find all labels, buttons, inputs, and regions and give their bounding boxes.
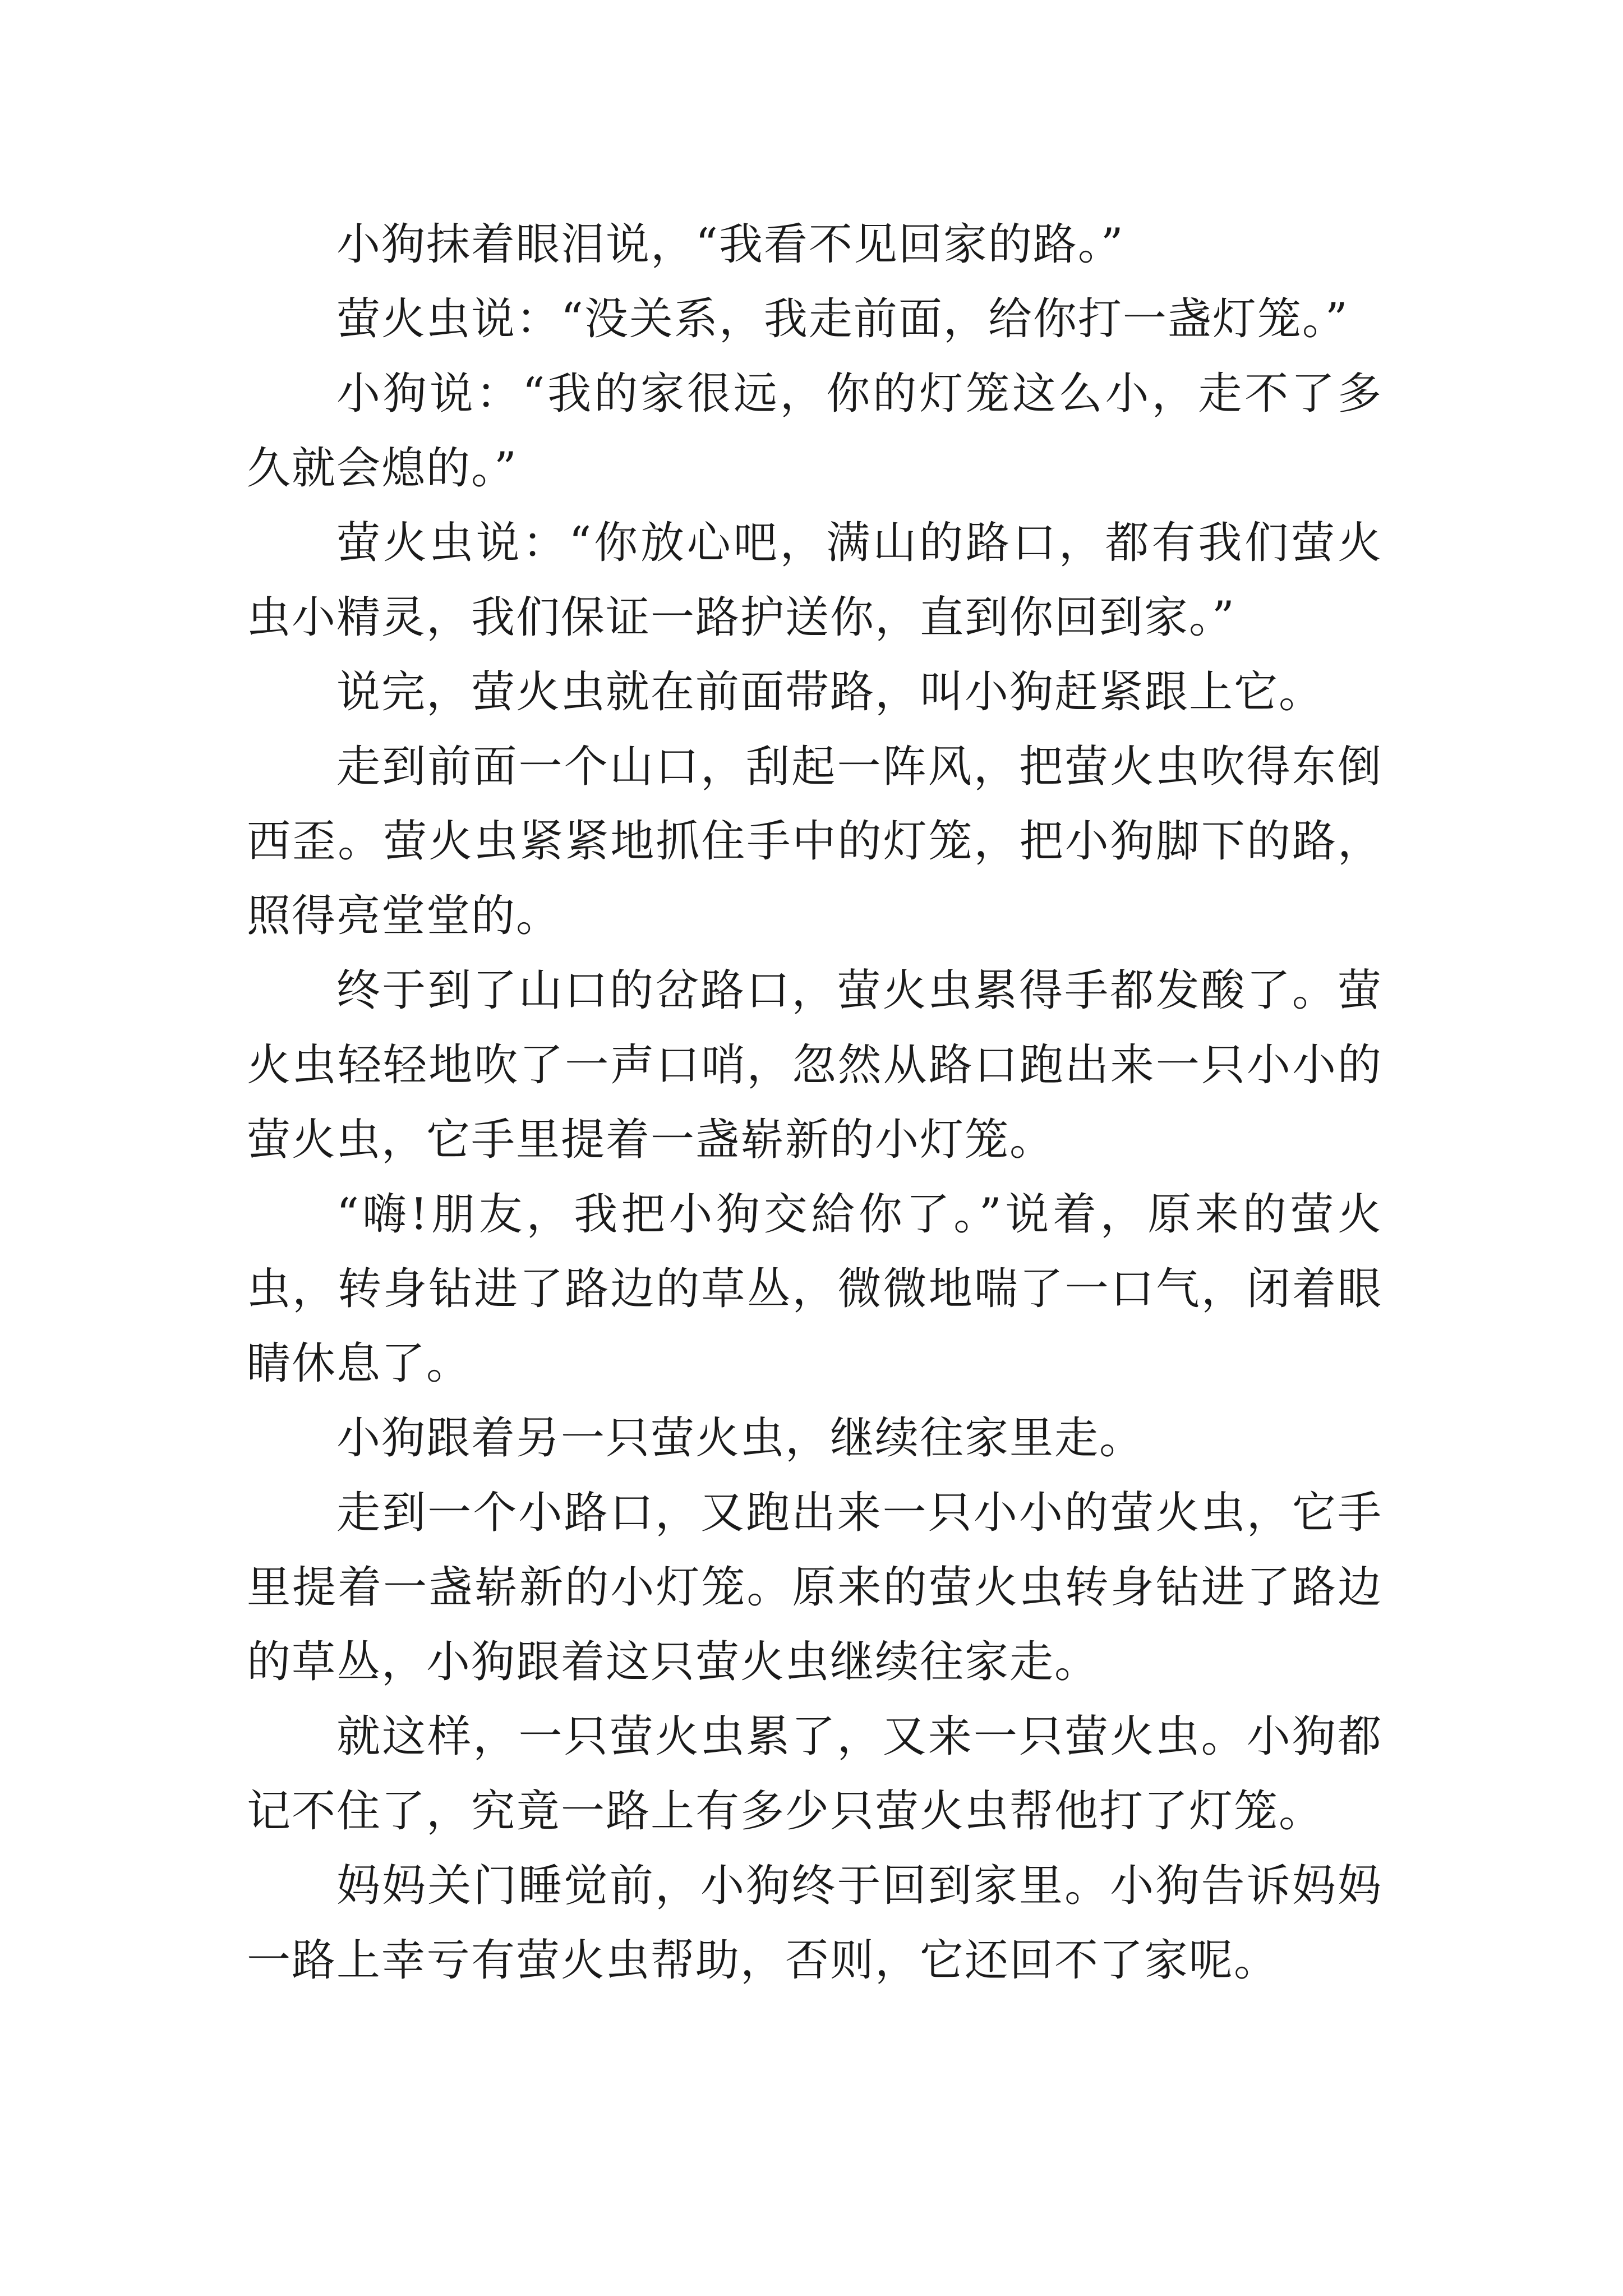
- paragraph: 妈妈关门睡觉前，小狗终于回到家里。小狗告诉妈妈一路上幸亏有萤火虫帮助，否则，它还回不了家呢。: [247, 1861, 1382, 1986]
- paragraph: 走到一个小路口，又跑出来一只小小的萤火虫，它手里提着一盏崭新的小灯笼。原来的萤火虫转身钻进了路边的草丛，小狗跟着这只萤火虫继续往家走。: [247, 1488, 1382, 1687]
- paragraph: 小狗跟着另一只萤火虫，继续往家里走。: [336, 1413, 1145, 1464]
- paragraph: 萤火虫说：“没关系，我走前面，给你打一盏灯笼。”: [336, 294, 1349, 344]
- story-text: [247, 208, 1382, 1998]
- paragraph: 小狗说：“我的家很远，你的灯笼这么小，走不了多久就会熄的。”: [247, 369, 1382, 494]
- paragraph: 萤火虫说：“你放心吧，满山的路口，都有我们萤火虫小精灵，我们保证一路护送你，直到你回到家。”: [247, 518, 1382, 643]
- paragraph: 走到前面一个山口，刮起一阵风，把萤火虫吹得东倒西歪。萤火虫紧紧地抓住手中的灯笼，把小狗脚下的路，照得亮堂堂的。: [247, 742, 1382, 941]
- paragraph: 说完，萤火虫就在前面带路，叫小狗赶紧跟上它。: [336, 667, 1324, 717]
- paragraph: 就这样，一只萤火虫累了，又来一只萤火虫。小狗都记不住了，究竟一路上有多少只萤火虫帮他打了灯笼。: [247, 1711, 1382, 1837]
- paragraph: “嗨!朋友，我把小狗交給你了。”说着，原来的萤火虫，转身钻进了路边的草丛，微微地喘了一口气，闭着眼睛休息了。: [247, 1189, 1382, 1389]
- paragraph: 小狗抹着眼泪说，“我看不见回家的路。”: [336, 219, 1124, 270]
- paragraph: 终于到了山口的岔路口，萤火虫累得手都发酸了。萤火虫轻轻地吹了一声口哨，忽然从路口跑出来一只小小的萤火虫，它手里提着一盏崭新的小灯笼。: [247, 965, 1382, 1165]
